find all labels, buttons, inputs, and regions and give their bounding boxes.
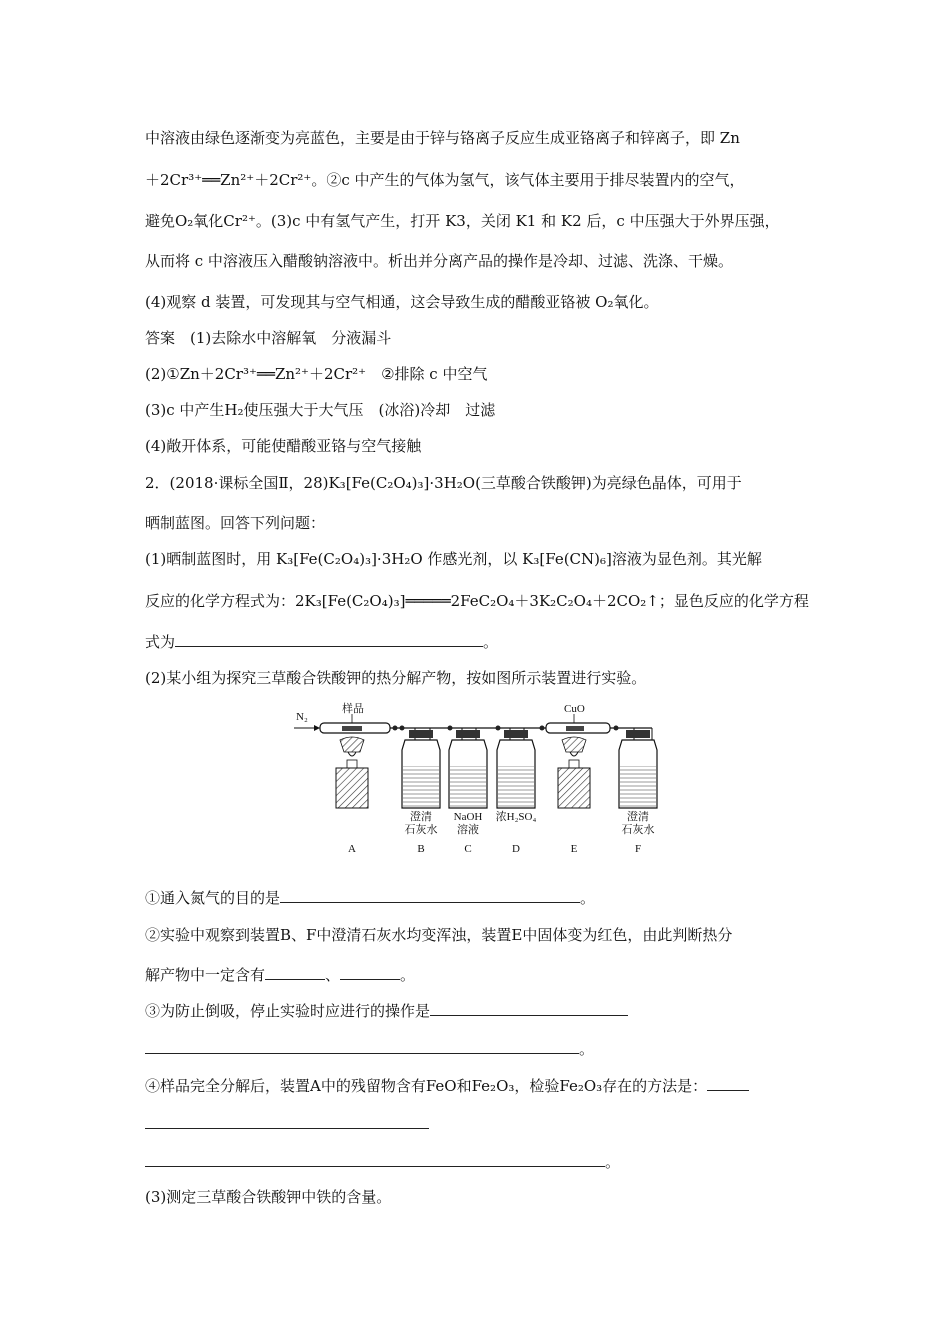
d-reagent: 浓H₂SO₄ — [495, 811, 537, 823]
period: 。 — [579, 1040, 595, 1058]
f-reagent-2: 石灰水 — [621, 824, 655, 836]
label-e: E — [570, 843, 578, 855]
sub-question-2: ②实验中观察到装置B、F中澄清石灰水均变浑浊，装置E中固体变为红色，由此判断热分 — [145, 926, 733, 944]
sub-question-4-text: ④样品完全分解后，装置A中的残留物含有FeO和Fe₂O₃，检验Fe₂O₃存在的方法是： — [145, 1077, 708, 1095]
label-d: D — [512, 843, 520, 855]
question-2-part-1-answer — [145, 632, 498, 652]
sub-question-3-blank[interactable] — [430, 1001, 628, 1016]
period: 。 — [580, 889, 596, 907]
period: 。 — [400, 966, 416, 984]
text-line-5: (4)观察 d 装置，可发现其与空气相通，这会导致生成的醋酸亚铬被 O₂氧化。 — [145, 293, 659, 311]
sub-question-1-blank[interactable] — [280, 888, 580, 903]
label-a: A — [348, 843, 356, 855]
sub-question-1 — [145, 888, 595, 908]
text-line-2: ＋2Cr³⁺══Zn²⁺＋2Cr²⁺。②c 中产生的气体为氢气，该气体主要用于排尽装置内的空气， — [145, 171, 745, 189]
text-line-3: 避免O₂氧化Cr²⁺。(3)c 中有氢气产生，打开 K3，关闭 K1 和 K2 后，c 中压强大于外界压强， — [145, 212, 780, 230]
cuo-label: CuO — [564, 703, 585, 715]
question-2-part-2: (2)某小组为探究三草酸合铁酸钾的热分解产物，按如图所示装置进行实验。 — [145, 669, 647, 687]
answer-blank[interactable] — [175, 632, 483, 647]
sub-question-2-cont-text: 解产物中一定含有 — [145, 966, 266, 984]
sub-question-3-blank-cont[interactable] — [145, 1039, 579, 1054]
question-2-part-1-equation: 反应的化学方程式为：2K₃[Fe(C₂O₄)₃]═════2FeC₂O₄＋3K₂C₂O₄＋2CO₂↑；显色反应的化学方程 — [145, 592, 809, 610]
period: 。 — [483, 633, 499, 651]
answer-4: (4)敞开体系，可能使醋酸亚铬与空气接触 — [145, 437, 422, 455]
n2-label: N₂ — [296, 711, 308, 723]
answer-3: (3)c 中产生H₂使压强大于大气压 (冰浴)冷却 过滤 — [145, 401, 496, 419]
sub-question-3-text: ③为防止倒吸，停止实验时应进行的操作是 — [145, 1002, 431, 1020]
answer-prompt: 式为 — [145, 633, 176, 651]
answer-2: (2)①Zn＋2Cr³⁺══Zn²⁺＋2Cr²⁺ ②排除 c 中空气 — [145, 365, 488, 383]
sub-question-4-blank-cont-1[interactable] — [145, 1114, 429, 1129]
sub-question-4 — [145, 1076, 749, 1096]
c-reagent-2: 溶液 — [457, 824, 479, 836]
sub-question-3 — [145, 1001, 628, 1021]
label-f: F — [634, 843, 642, 855]
question-2-intro: 2．(2018·课标全国Ⅱ，28)K₃[Fe(C₂O₄)₃]·3H₂O(三草酸合铁酸钾)为亮绿色晶体，可用于 — [145, 474, 742, 492]
b-reagent-2: 石灰水 — [404, 824, 438, 836]
period: 。 — [605, 1153, 621, 1171]
c-reagent-1: NaOH — [453, 811, 483, 823]
label-c: C — [464, 843, 472, 855]
sub-question-2-cont — [145, 965, 415, 985]
sub-question-4-blank-cont-2[interactable] — [145, 1152, 605, 1167]
text-line-1: 中溶液由绿色逐渐变为亮蓝色，主要是由于锌与铬离子反应生成亚铬离子和锌离子，即 Zn — [145, 129, 740, 147]
question-2-part-3: (3)测定三草酸合铁酸钾中铁的含量。 — [145, 1188, 392, 1206]
question-2-intro-cont: 晒制蓝图。回答下列问题： — [145, 514, 326, 532]
text-line-4: 从而将 c 中溶液压入醋酸钠溶液中。析出并分离产品的操作是冷却、过滤、洗涤、干燥。 — [145, 252, 733, 270]
answer-heading: 答案 (1)去除水中溶解氧 分液漏斗 — [145, 329, 392, 347]
b-reagent-1: 澄清 — [410, 811, 432, 823]
sub-question-1-text: ①通入氮气的目的是 — [145, 889, 281, 907]
label-b: B — [417, 843, 425, 855]
f-reagent-1: 澄清 — [627, 811, 649, 823]
question-2-part-1: (1)晒制蓝图时，用 K₃[Fe(C₂O₄)₃]·3H₂O 作感光剂，以 K₃[Fe(CN)₆]溶液为显色剂。其光解 — [145, 550, 762, 568]
sub-question-4-blank[interactable] — [707, 1076, 749, 1091]
comma: 、 — [325, 966, 341, 984]
sample-label: 样品 — [342, 703, 364, 715]
sub-question-4-cont-2 — [145, 1152, 620, 1172]
sub-question-3-cont — [145, 1039, 594, 1059]
sub-question-4-cont-1 — [145, 1114, 429, 1134]
apparatus-diagram — [290, 700, 660, 856]
sub-question-2-blank-2[interactable] — [340, 965, 400, 980]
sub-question-2-blank-1[interactable] — [265, 965, 325, 980]
